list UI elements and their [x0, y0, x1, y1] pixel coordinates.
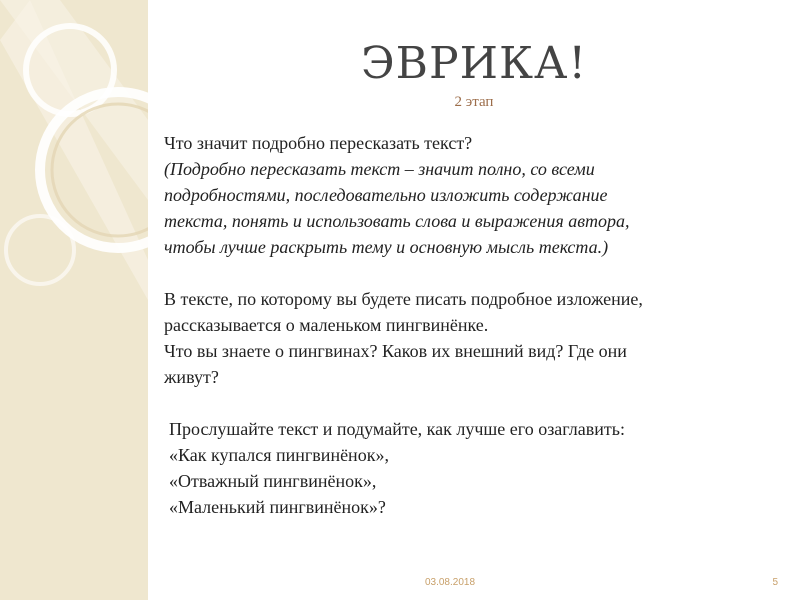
- paragraph-spacer: [164, 260, 774, 286]
- slide-title: ЭВРИКА!: [360, 38, 588, 89]
- slide-body: [164, 130, 774, 520]
- ring-icon: [6, 216, 74, 284]
- task-line: Прослушайте текст и подумайте, как лучше его озаглавить:: [169, 419, 625, 439]
- answer-line: текста, понять и использовать слова и выражения автора,: [164, 211, 630, 231]
- footer-page-number: 5: [772, 577, 778, 588]
- paragraph-line: рассказывается о маленьком пингвинёнке.: [164, 315, 489, 335]
- title-option: «Отважный пингвинёнок»,: [169, 471, 377, 491]
- answer-line: подробностями, последовательно изложить содержание: [164, 185, 608, 205]
- decorative-side-panel: [0, 0, 148, 600]
- answer-line: (Подробно пересказать текст – значит полно, со всеми: [164, 159, 595, 179]
- paragraph-line: В тексте, по которому вы будете писать подробное изложение,: [164, 289, 643, 309]
- decorative-rings-graphic: [0, 0, 148, 600]
- paragraph-line: живут?: [164, 367, 219, 387]
- answer-line: чтобы лучше раскрыть тему и основную мысль текста.): [164, 237, 609, 257]
- question-line: Что значит подробно пересказать текст?: [164, 133, 473, 153]
- paragraph-spacer: [164, 390, 774, 416]
- title-option: «Маленький пингвинёнок»?: [169, 497, 386, 517]
- paragraph-line: Что вы знаете о пингвинах? Каков их внешний вид? Где они: [164, 341, 627, 361]
- title-option: «Как купался пингвинёнок»,: [169, 445, 389, 465]
- footer-date: 03.08.2018: [424, 577, 476, 588]
- slide-subtitle: 2 этап: [454, 94, 494, 110]
